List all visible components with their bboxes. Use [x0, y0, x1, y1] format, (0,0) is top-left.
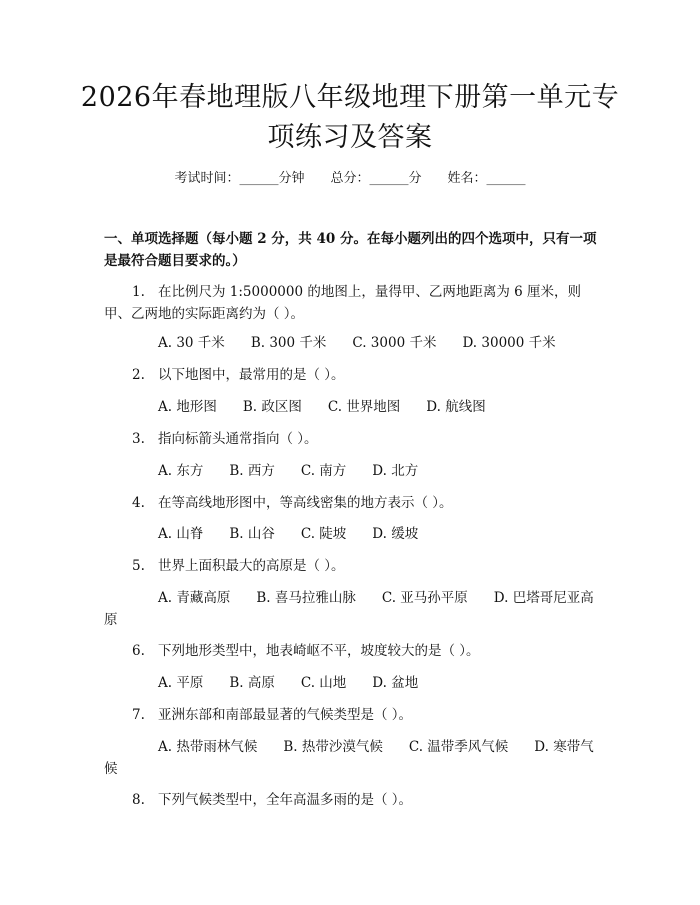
option-b: B. 政区图 — [242, 399, 302, 415]
question-number: 2. — [132, 367, 145, 383]
option-d: D. 巴塔哥尼亚高原 — [104, 590, 594, 628]
exam-time-label: 考试时间：______分钟 — [174, 171, 305, 186]
question-text: 指向标箭头通常指向（ ）。 — [158, 431, 318, 447]
option-a: A. 东方 — [158, 463, 204, 479]
option-a: A. 30 千米 — [158, 335, 225, 351]
student-name-label: 姓名：______ — [447, 171, 526, 186]
title-line-2: 项练习及答案 — [267, 122, 433, 153]
option-a: A. 地形图 — [158, 399, 217, 415]
option-c: C. 亚马孙平原 — [381, 590, 468, 606]
option-b: B. 喜马拉雅山脉 — [256, 590, 356, 606]
question-8 — [104, 789, 604, 811]
question-5-options — [104, 587, 604, 631]
total-score-label: 总分：______分 — [330, 171, 422, 186]
option-a: A. 山脊 — [158, 526, 204, 542]
question-number: 4. — [132, 495, 145, 511]
question-number: 8. — [132, 792, 145, 808]
option-d: D. 北方 — [372, 463, 419, 479]
question-1 — [104, 281, 604, 325]
option-d: D. 寒带气候 — [104, 739, 594, 777]
option-d: D. 航线图 — [426, 399, 486, 415]
question-number: 3. — [132, 431, 145, 447]
question-7 — [104, 704, 604, 726]
question-text: 以下地图中，最常用的是（ ）。 — [158, 367, 345, 383]
option-d: D. 30000 千米 — [462, 335, 556, 351]
question-number: 1. — [132, 284, 145, 300]
option-d: D. 缓坡 — [372, 526, 419, 542]
option-b: B. 300 千米 — [250, 335, 327, 351]
question-2-options — [104, 396, 604, 418]
exam-meta — [0, 167, 700, 186]
question-text: 下列地形类型中，地表崎岖不平，坡度较大的是（ ）。 — [158, 643, 480, 659]
question-text: 在比例尺为 1:5000000 的地图上，量得甲、乙两地距离为 6 厘米，则甲、乙两地的实际距离约为（ ）。 — [104, 284, 582, 322]
question-4 — [104, 492, 604, 514]
option-c: C. 世界地图 — [327, 399, 401, 415]
option-b: B. 西方 — [229, 463, 275, 479]
question-6-options — [104, 672, 604, 694]
option-a: A. 热带雨林气候 — [158, 739, 258, 755]
option-d: D. 盆地 — [372, 675, 419, 691]
option-c: C. 山地 — [300, 675, 347, 691]
option-b: B. 高原 — [229, 675, 275, 691]
option-c: C. 3000 千米 — [352, 335, 437, 351]
question-number: 7. — [132, 707, 145, 723]
question-text: 在等高线地形图中，等高线密集的地方表示（ ）。 — [158, 495, 453, 511]
option-b: B. 热带沙漠气候 — [283, 739, 383, 755]
section-heading: 一、单项选择题（每小题 2 分，共 40 分。在每小题列出的四个选项中，只有一项是最符合题目要求的。） — [104, 231, 597, 269]
question-2 — [104, 364, 604, 386]
question-number: 5. — [132, 558, 145, 574]
question-6 — [104, 640, 604, 662]
option-a: A. 平原 — [158, 675, 204, 691]
question-3 — [104, 428, 604, 450]
question-7-options — [104, 736, 604, 780]
option-a: A. 青藏高原 — [158, 590, 231, 606]
question-1-options — [104, 332, 604, 354]
question-number: 6. — [132, 643, 145, 659]
document-title — [60, 78, 640, 158]
question-5 — [104, 555, 604, 577]
question-3-options — [104, 460, 604, 482]
option-c: C. 南方 — [300, 463, 347, 479]
question-text: 亚洲东部和南部最显著的气候类型是（ ）。 — [158, 707, 413, 723]
question-4-options — [104, 523, 604, 545]
question-text: 下列气候类型中，全年高温多雨的是（ ）。 — [158, 792, 413, 808]
option-c: C. 温带季风气候 — [408, 739, 509, 755]
option-c: C. 陡坡 — [300, 526, 347, 542]
title-line-1: 2026年春地理版八年级地理下册第一单元专 — [80, 82, 620, 113]
question-text: 世界上面积最大的高原是（ ）。 — [158, 558, 345, 574]
option-b: B. 山谷 — [229, 526, 275, 542]
